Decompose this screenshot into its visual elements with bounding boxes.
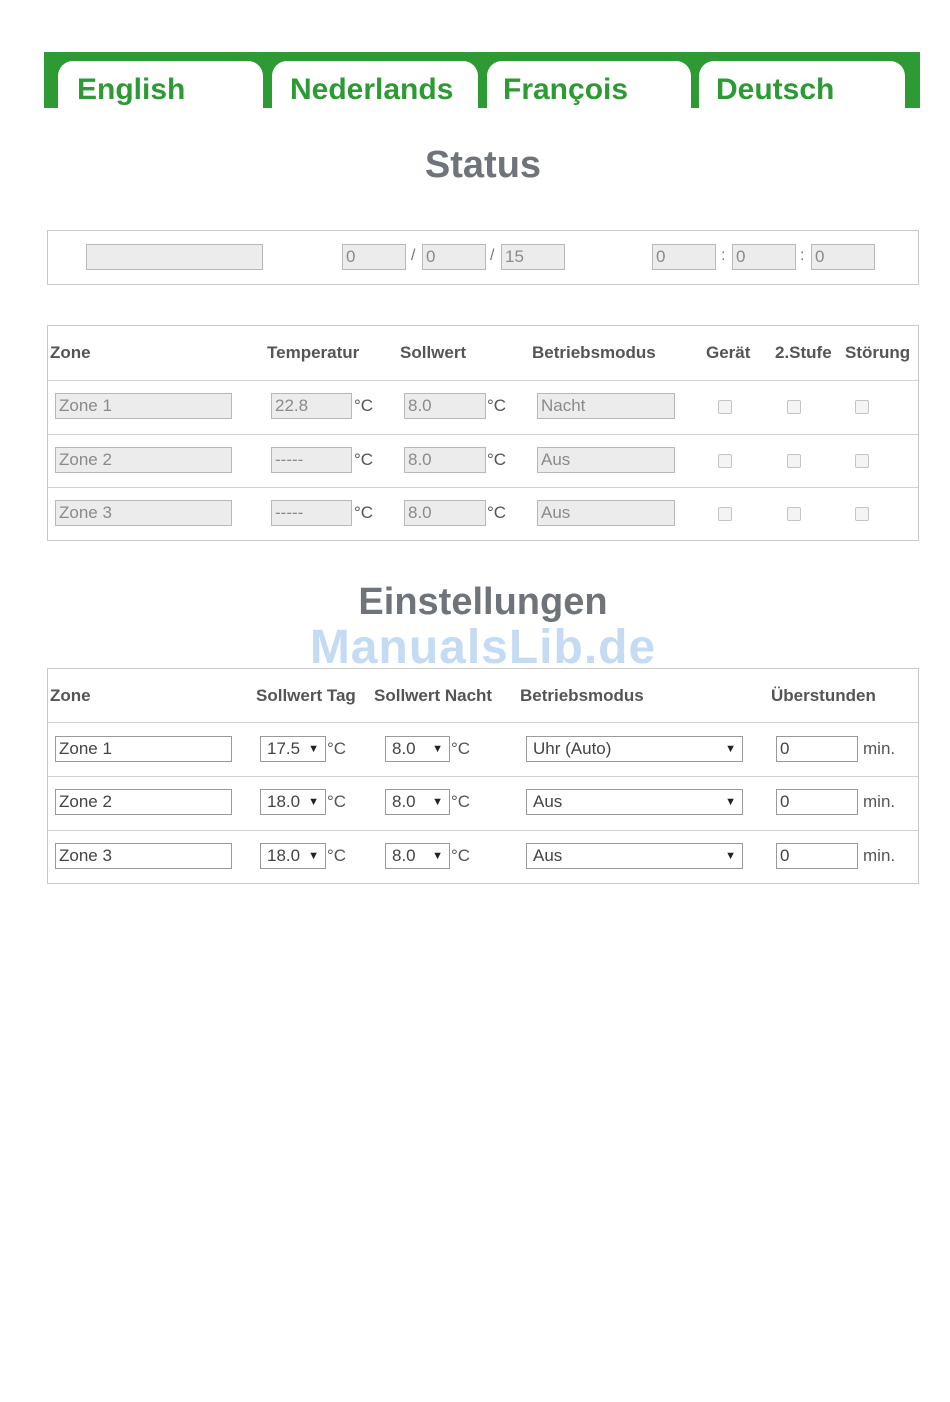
overtime-input[interactable]: 0 [776, 789, 858, 815]
setpoint-day-select[interactable] [260, 736, 326, 762]
unit-celsius: °C [487, 503, 507, 522]
device-checkbox [718, 454, 732, 468]
setpoint-day-select[interactable] [260, 843, 326, 869]
zone-name-input[interactable]: Zone 2 [55, 789, 232, 815]
unit-minutes: min. [863, 792, 896, 811]
tab-deutsch[interactable]: Deutsch [699, 61, 905, 109]
unit-celsius: °C [327, 846, 347, 865]
overtime-input[interactable]: 0 [776, 843, 858, 869]
zone-name-input[interactable]: Zone 3 [55, 843, 232, 869]
status-table [47, 325, 919, 541]
time-minute-field: 0 [732, 244, 796, 270]
chevron-down-icon: ▼ [725, 850, 736, 862]
zone-name-input[interactable]: Zone 1 [55, 736, 232, 762]
setpoint-day-value: 18.0 [267, 846, 301, 865]
datetime-text-field [86, 244, 263, 270]
status-mode: Nacht [537, 393, 675, 419]
setpoint-day-value: 17.5 [267, 739, 301, 758]
row-divider [48, 722, 918, 723]
time-separator: : [721, 247, 726, 264]
mode-value: Aus [533, 792, 563, 811]
header-setpoint-day: Sollwert Tag [256, 686, 356, 705]
unit-celsius: °C [354, 450, 374, 469]
tab-nederlands[interactable]: Nederlands [272, 61, 478, 109]
time-separator: : [800, 247, 805, 264]
header-mode: Betriebsmodus [532, 343, 656, 362]
tab-francois[interactable]: François [487, 61, 691, 109]
header-setpoint: Sollwert [400, 343, 467, 362]
unit-celsius: °C [354, 503, 374, 522]
setpoint-night-value: 8.0 [392, 846, 416, 865]
unit-minutes: min. [863, 846, 896, 865]
time-second-field: 0 [811, 244, 875, 270]
fault-checkbox [855, 507, 869, 521]
tab-english[interactable]: English [58, 61, 263, 109]
header-device: Gerät [706, 343, 751, 362]
unit-celsius: °C [354, 396, 374, 415]
stage2-checkbox [787, 400, 801, 414]
status-zone-name: Zone 2 [55, 447, 232, 473]
unit-minutes: min. [863, 739, 896, 758]
setpoint-day-value: 18.0 [267, 792, 301, 811]
date-separator: / [411, 247, 416, 264]
chevron-down-icon: ▼ [308, 850, 319, 862]
unit-celsius: °C [451, 792, 471, 811]
stage2-checkbox [787, 507, 801, 521]
row-divider [48, 434, 918, 435]
status-temperature: ----- [271, 447, 352, 473]
unit-celsius: °C [451, 739, 471, 758]
chevron-down-icon: ▼ [725, 743, 736, 755]
unit-celsius: °C [487, 396, 507, 415]
stage2-checkbox [787, 454, 801, 468]
date-year-field: 15 [501, 244, 565, 270]
chevron-down-icon: ▼ [308, 743, 319, 755]
status-setpoint: 8.0 [404, 393, 486, 419]
row-divider [48, 776, 918, 777]
language-tab-bar [44, 52, 920, 108]
unit-celsius: °C [327, 792, 347, 811]
watermark-logo: ManualsLib.de [309, 621, 657, 674]
settings-title: Einstellungen [358, 581, 608, 623]
setpoint-night-select[interactable] [385, 736, 450, 762]
fault-checkbox [855, 454, 869, 468]
mode-select[interactable] [526, 843, 743, 869]
device-checkbox [718, 400, 732, 414]
time-hour-field: 0 [652, 244, 716, 270]
header-zone: Zone [50, 343, 91, 362]
fault-checkbox [855, 400, 869, 414]
unit-celsius: °C [487, 450, 507, 469]
chevron-down-icon: ▼ [432, 850, 443, 862]
status-mode: Aus [537, 447, 675, 473]
row-divider [48, 380, 918, 381]
chevron-down-icon: ▼ [432, 743, 443, 755]
setpoint-night-select[interactable] [385, 843, 450, 869]
header-stage2: 2.Stufe [775, 343, 832, 362]
status-temperature: 22.8 [271, 393, 352, 419]
datetime-panel [47, 230, 919, 285]
settings-table [47, 668, 919, 884]
header-temperature: Temperatur [267, 343, 360, 362]
status-mode: Aus [537, 500, 675, 526]
mode-value: Uhr (Auto) [533, 739, 612, 758]
mode-select[interactable] [526, 789, 743, 815]
header-setpoint-night: Sollwert Nacht [374, 686, 493, 705]
header-mode: Betriebsmodus [520, 686, 644, 705]
unit-celsius: °C [451, 846, 471, 865]
row-divider [48, 830, 918, 831]
header-fault: Störung [845, 343, 911, 362]
setpoint-day-select[interactable] [260, 789, 326, 815]
chevron-down-icon: ▼ [725, 796, 736, 808]
setpoint-night-select[interactable] [385, 789, 450, 815]
mode-value: Aus [533, 846, 563, 865]
date-separator: / [490, 247, 495, 264]
status-title: Status [424, 144, 542, 186]
status-setpoint: 8.0 [404, 447, 486, 473]
setpoint-night-value: 8.0 [392, 792, 416, 811]
chevron-down-icon: ▼ [308, 796, 319, 808]
setpoint-night-value: 8.0 [392, 739, 416, 758]
chevron-down-icon: ▼ [432, 796, 443, 808]
header-zone: Zone [50, 686, 91, 705]
status-temperature: ----- [271, 500, 352, 526]
row-divider [48, 487, 918, 488]
date-day-field: 0 [342, 244, 406, 270]
device-checkbox [718, 507, 732, 521]
header-overtime: Überstunden [771, 686, 876, 705]
status-zone-name: Zone 3 [55, 500, 232, 526]
unit-celsius: °C [327, 739, 347, 758]
status-zone-name: Zone 1 [55, 393, 232, 419]
overtime-input[interactable]: 0 [776, 736, 858, 762]
date-month-field: 0 [422, 244, 486, 270]
mode-select[interactable] [526, 736, 743, 762]
status-setpoint: 8.0 [404, 500, 486, 526]
